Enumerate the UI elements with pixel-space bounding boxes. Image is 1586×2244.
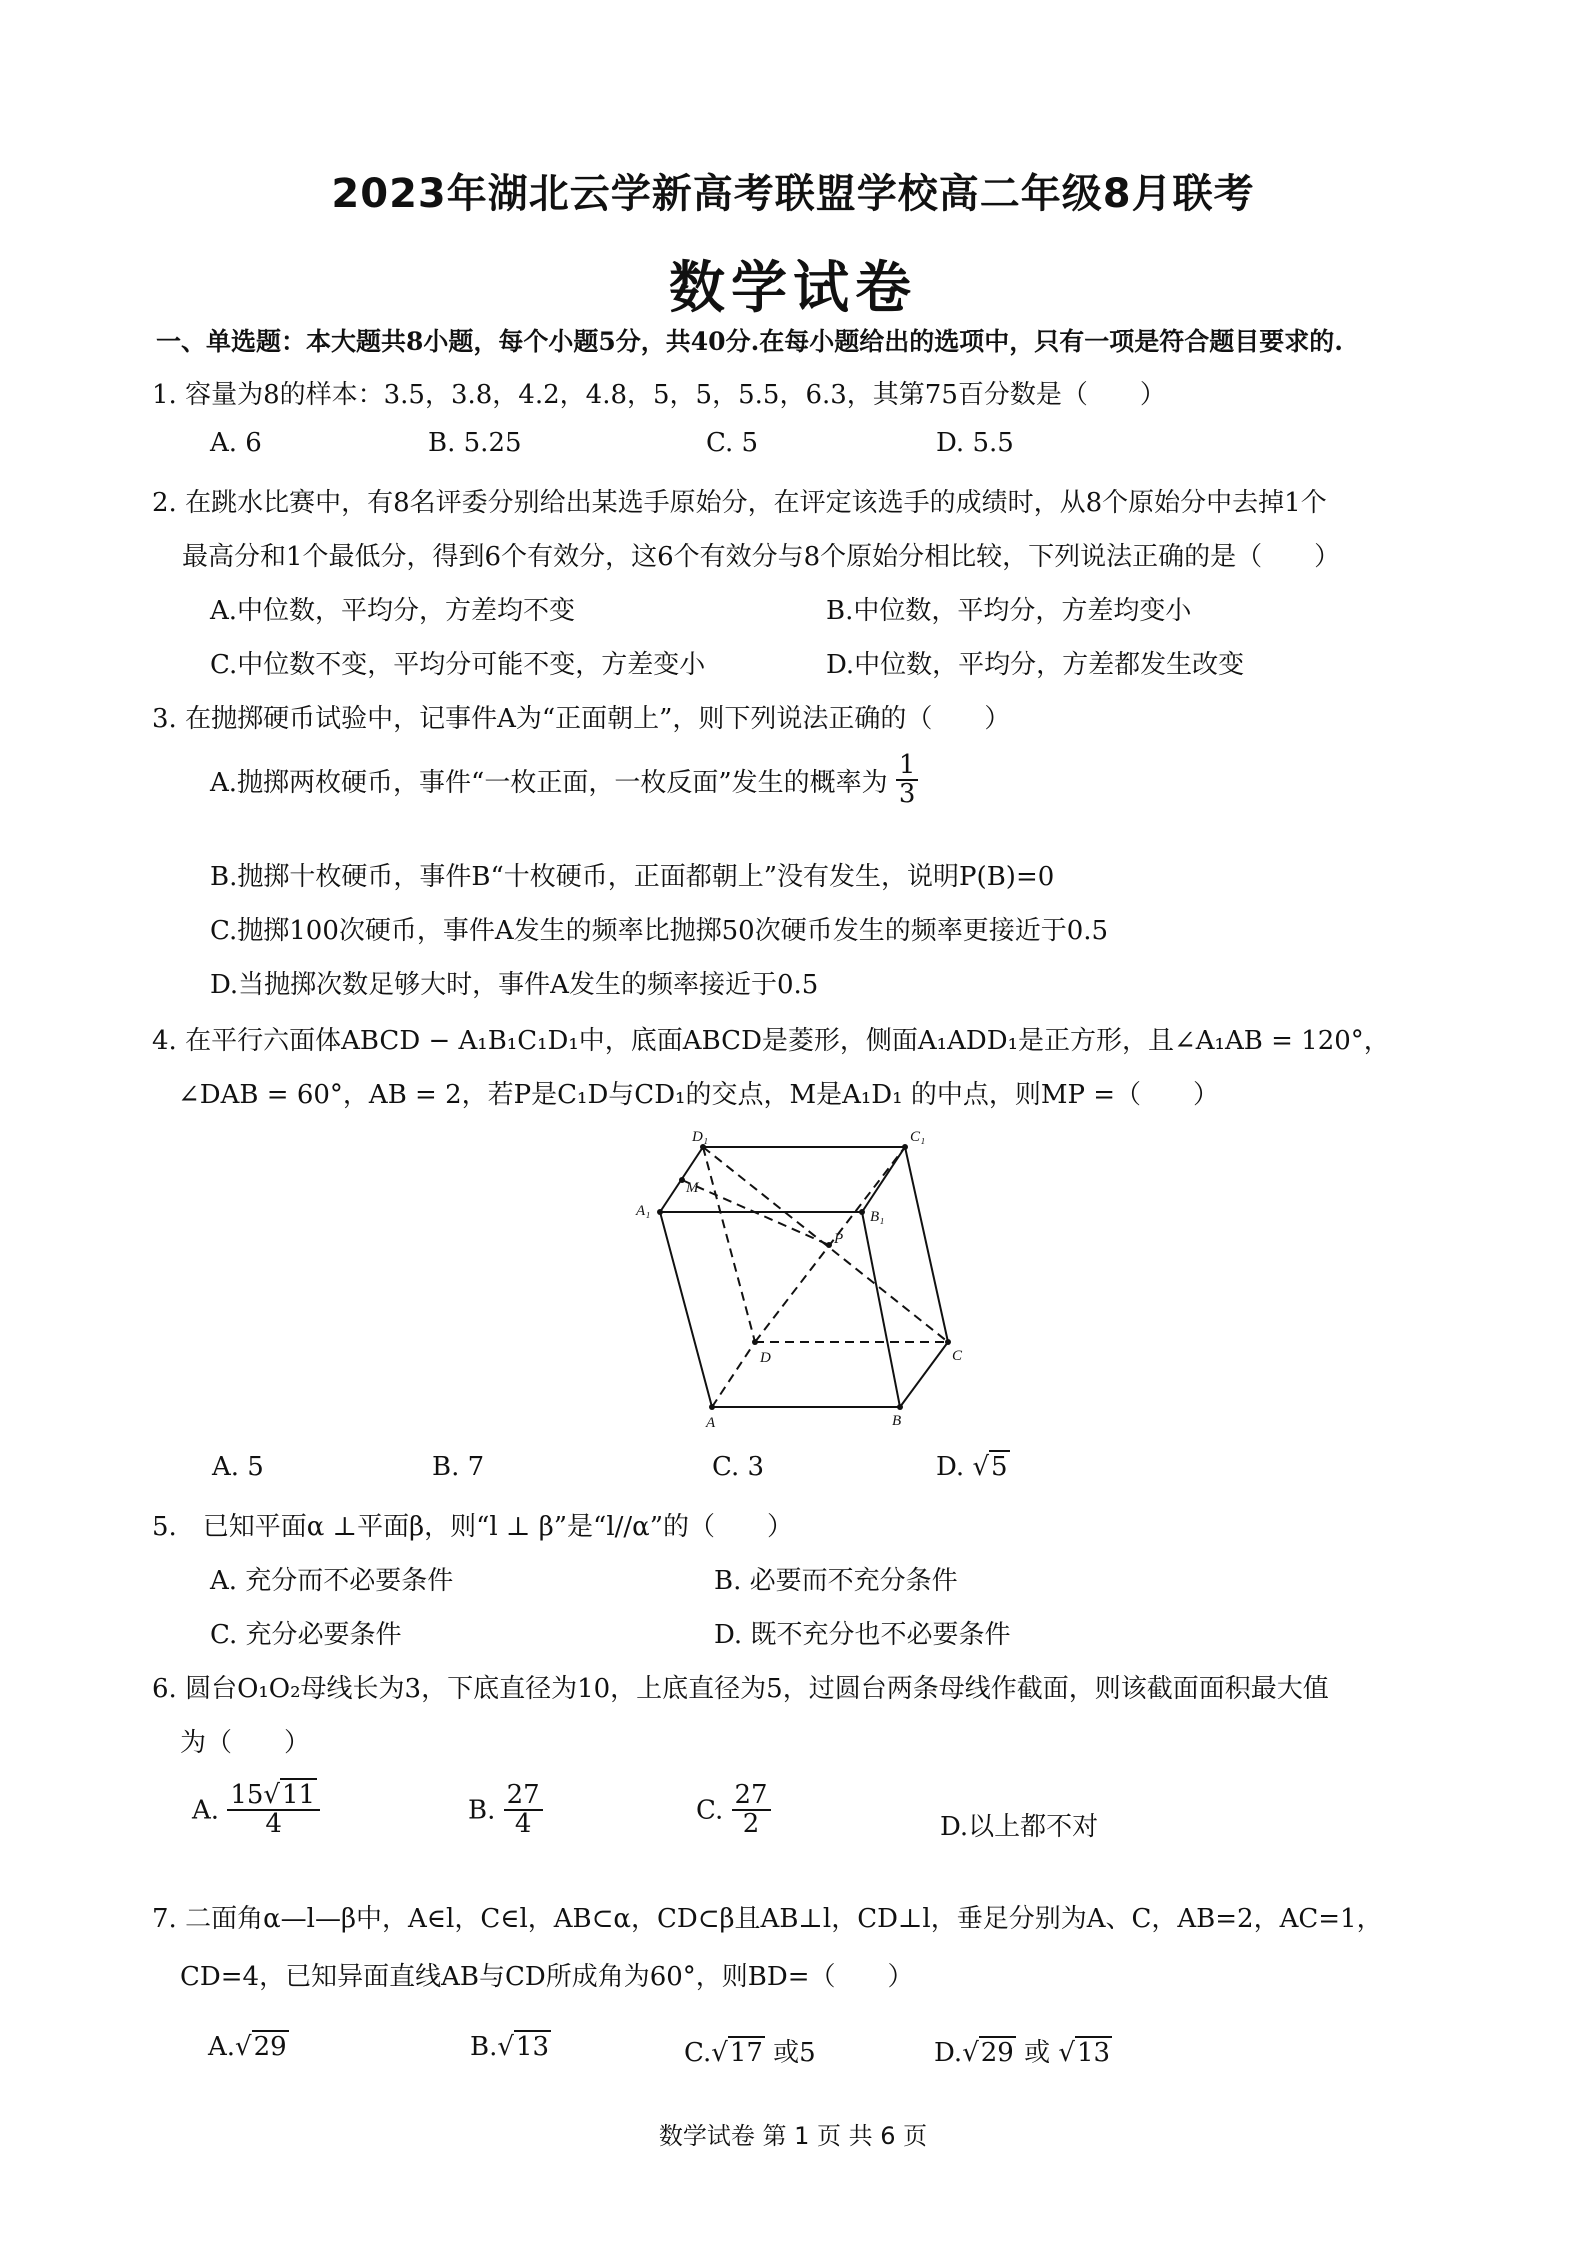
fraction-denominator: 3 <box>898 779 916 810</box>
q2-option-a: A.中位数，平均分，方差均不变 <box>210 596 576 626</box>
sqrt-radicand: 5 <box>991 1452 1008 1482</box>
label-a: A <box>706 1415 716 1430</box>
label-p: P <box>834 1231 844 1247</box>
q7-option-c <box>684 2032 816 2069</box>
q6-option-d: D.以上都不对 <box>940 1812 1099 1842</box>
edge-a1a <box>660 1212 712 1407</box>
q2-stem-line2: 最高分和1个最低分，得到6个有效分，这6个有效分与8个原始分相比较，下列说法正确的是（ ） <box>182 542 1341 572</box>
q4-stem-line2: ∠DAB = 60°，AB = 2，若P是C₁D与CD₁的交点，M是A₁D₁ 的中点，则MP =（ ） <box>178 1080 1219 1110</box>
label-m: M <box>686 1180 699 1196</box>
q4-option-d-label: D. <box>936 1452 965 1482</box>
q3-option-a-fraction <box>896 752 919 809</box>
sqrt-expression: √5 <box>972 1452 1008 1482</box>
sqrt-expression: √13 <box>1058 2038 1111 2068</box>
q3-stem: 3. 在抛掷硬币试验中，记事件A为“正面朝上”，则下列说法正确的（ ） <box>152 704 1011 734</box>
edge-b1b <box>862 1212 900 1407</box>
q5-option-d: D. 既不充分也不必要条件 <box>714 1620 1011 1650</box>
fraction-numerator: 27 <box>732 1782 771 1811</box>
parallelepiped-figure <box>630 1125 980 1430</box>
point-b <box>897 1404 903 1410</box>
q3-option-d: D.当抛掷次数足够大时，事件A发生的频率接近于0.5 <box>210 970 819 1000</box>
label-b: B <box>892 1413 902 1429</box>
q6-option-b <box>468 1782 543 1839</box>
q6-stem-line1: 6. 圆台O₁O₂母线长为3，下底直径为10，上底直径为5，过圆台两条母线作截面，则该截面面积最大值 <box>152 1674 1329 1704</box>
q5-option-b: B. 必要而不充分条件 <box>714 1566 958 1596</box>
q4-option-c: C. 3 <box>712 1452 765 1482</box>
q6-option-c <box>696 1782 771 1839</box>
sqrt-expression: √29 <box>235 2032 287 2062</box>
q2-option-d: D.中位数，平均分，方差都发生改变 <box>826 650 1245 680</box>
q3-option-c: C.抛掷100次硬币，事件A发生的频率比抛掷50次硬币发生的频率更接近于0.5 <box>210 916 1109 946</box>
sqrt-radicand: 11 <box>281 1780 316 1810</box>
q7-option-c-suffix: 或5 <box>773 2038 816 2068</box>
fraction-denominator: 4 <box>265 1809 282 1840</box>
point-p <box>826 1242 832 1248</box>
point-d <box>752 1339 758 1345</box>
label-d1: D₁ <box>692 1129 709 1145</box>
sqrt-radicand: 29 <box>980 2038 1014 2068</box>
q1-option-d: D. 5.5 <box>936 428 1014 458</box>
point-a <box>709 1404 715 1410</box>
q6-option-a-label: A. <box>192 1795 220 1826</box>
q3-option-a-text: A.抛掷两枚硬币，事件“一枚正面，一枚反面”发生的概率为 <box>210 767 888 798</box>
label-c1: C₁ <box>910 1129 926 1145</box>
q6-stem-line2: 为（ ） <box>180 1728 311 1758</box>
sqrt-radicand: 29 <box>253 2032 287 2062</box>
subject-title: 数学试卷 <box>669 256 917 321</box>
q4-option-a: A. 5 <box>212 1452 264 1482</box>
edge-ad-hidden <box>712 1342 755 1407</box>
edge-bc <box>900 1342 948 1407</box>
edge-b1c1 <box>862 1147 905 1212</box>
q7-option-c-label: C. <box>684 2038 712 2068</box>
q7-stem-line1: 7. 二面角α—l—β中，A∈l，C∈l，AB⊂α，CD⊂β且AB⊥l，CD⊥l，垂足分别为A、C，AB=2，AC=1， <box>152 1904 1383 1934</box>
q5-option-c: C. 充分必要条件 <box>210 1620 402 1650</box>
q7-option-d-conjunction: 或 <box>1024 2038 1051 2068</box>
sqrt-radicand: 13 <box>1076 2038 1111 2068</box>
q7-stem-line2: CD=4，已知异面直线AB与CD所成角为60°，则BD=（ ） <box>180 1962 914 1992</box>
sqrt-radicand: 13 <box>515 2032 550 2062</box>
q4-stem-line1: 4. 在平行六面体ABCD − A₁B₁C₁D₁中，底面ABCD是菱形，侧面A₁ADD₁是正方形，且∠A₁AB = 120°， <box>152 1026 1390 1056</box>
q4-option-b: B. 7 <box>432 1452 485 1482</box>
q1-option-c: C. 5 <box>706 428 759 458</box>
q2-option-c: C.中位数不变，平均分可能不变，方差变小 <box>210 650 706 680</box>
label-d: D <box>760 1350 771 1366</box>
sqrt-expression: √29 <box>962 2038 1014 2068</box>
numerator-coefficient: 15 <box>230 1780 264 1810</box>
section-heading: 一、单选题：本大题共8小题，每个小题5分，共40分.在每小题给出的选项中，只有一项是符合题目要求的. <box>156 327 1343 356</box>
point-m <box>679 1177 685 1183</box>
q7-option-a-label: A. <box>208 2032 236 2062</box>
q3-option-a <box>210 752 918 809</box>
edge-c1c <box>905 1147 948 1342</box>
exam-title: 2023年湖北云学新高考联盟学校高二年级8月联考 <box>331 171 1255 217</box>
q7-option-d-label: D. <box>934 2038 963 2068</box>
label-b1: B₁ <box>870 1209 885 1225</box>
q5-stem: 5. 已知平面α ⊥平面β，则“l ⊥ β”是“l//α”的（ ） <box>152 1512 793 1542</box>
edge-d1d-hidden <box>703 1147 755 1342</box>
sqrt-radicand: 17 <box>729 2038 763 2068</box>
q6-option-c-label: C. <box>696 1795 724 1826</box>
label-c: C <box>952 1348 963 1364</box>
q2-option-b: B.中位数，平均分，方差均变小 <box>826 596 1192 626</box>
q1-option-a: A. 6 <box>210 428 262 458</box>
point-a1 <box>657 1209 663 1215</box>
q2-stem-line1: 2. 在跳水比赛中，有8名评委分别给出某选手原始分，在评定该选手的成绩时，从8个原始分中去掉1个 <box>152 488 1327 518</box>
q6-option-c-fraction <box>732 1782 771 1839</box>
page-footer: 数学试卷 第 1 页 共 6 页 <box>658 2122 928 2150</box>
fraction-denominator: 2 <box>742 1809 760 1840</box>
q3-option-b: B.抛掷十枚硬币，事件B“十枚硬币，正面都朝上”没有发生，说明P(B)=0 <box>210 862 1055 892</box>
q5-option-a: A. 充分而不必要条件 <box>210 1566 454 1596</box>
sqrt-expression: √17 <box>711 2038 763 2068</box>
q1-stem: 1. 容量为8的样本：3.5，3.8，4.2，4.8，5，5，5.5，6.3，其第75百分数是（ ） <box>152 380 1166 410</box>
q4-option-d <box>936 1452 1010 1482</box>
point-c <box>945 1339 951 1345</box>
fraction-numerator <box>227 1782 320 1811</box>
q6-option-b-label: B. <box>468 1795 496 1826</box>
q7-option-d <box>934 2032 1112 2069</box>
q7-option-b <box>470 2032 551 2062</box>
sqrt-expression: √13 <box>497 2032 550 2062</box>
sqrt-expression: √11 <box>263 1780 316 1810</box>
q7-option-b-label: B. <box>470 2032 498 2062</box>
q1-option-b: B. 5.25 <box>428 428 522 458</box>
fraction-numerator: 27 <box>504 1782 543 1811</box>
q7-option-a <box>208 2032 289 2062</box>
q6-option-b-fraction <box>504 1782 543 1839</box>
q6-option-a <box>192 1782 320 1839</box>
point-b1 <box>859 1209 865 1215</box>
label-a1: A₁ <box>636 1203 651 1219</box>
fraction-numerator: 1 <box>896 752 919 781</box>
fraction-denominator: 4 <box>514 1809 532 1840</box>
q6-option-a-fraction <box>227 1782 320 1839</box>
point-c1 <box>902 1144 908 1150</box>
